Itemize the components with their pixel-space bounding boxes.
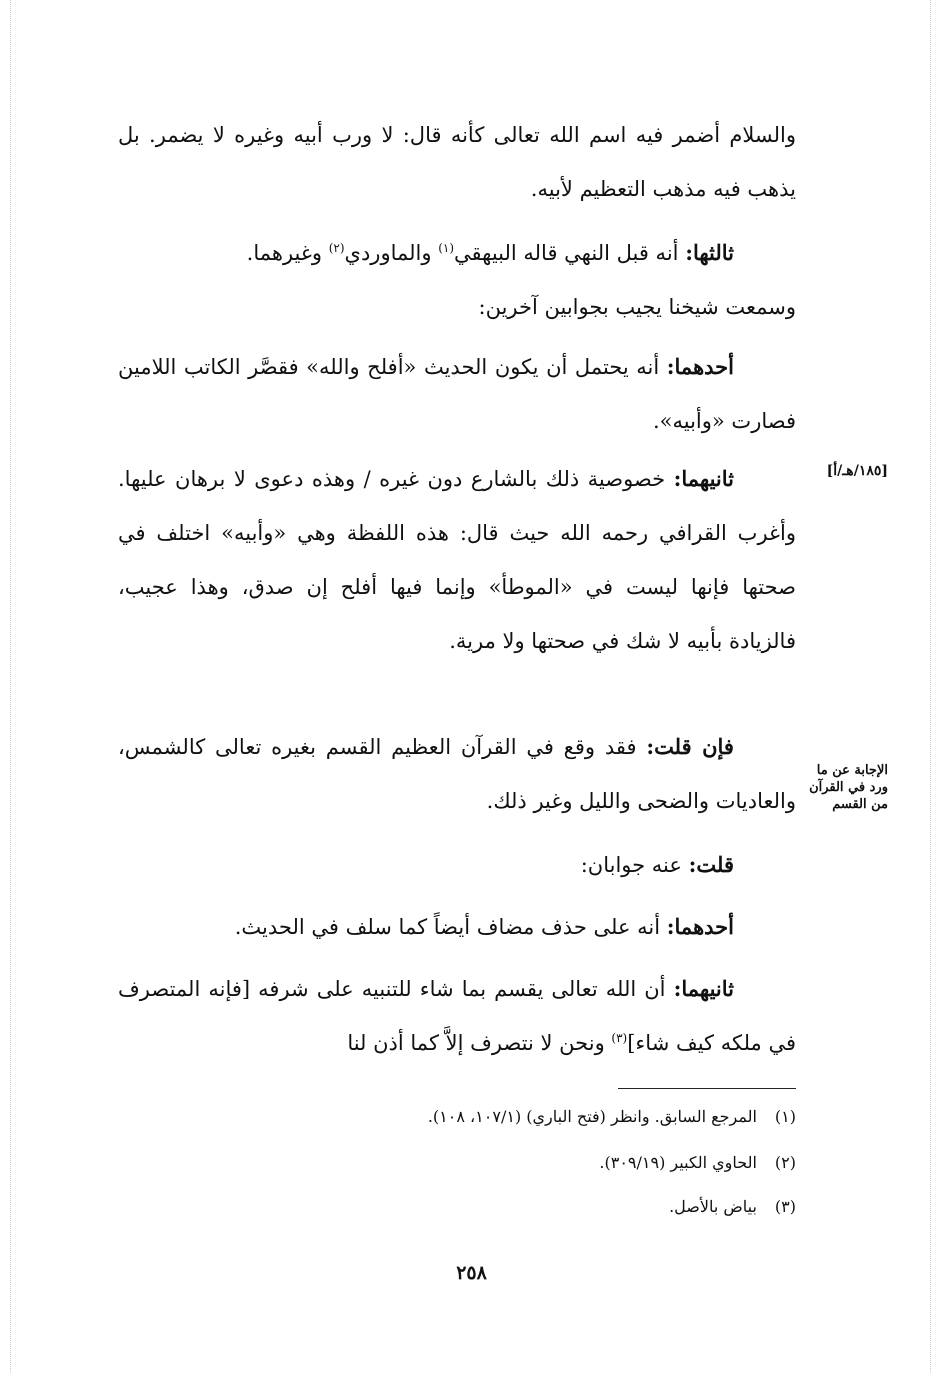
paragraph-text: وسمعت شيخنا يجيب بجوابين آخرين: <box>478 295 796 319</box>
paragraph-text: خصوصية ذلك بالشارع دون غيره / وهذه دعوى لا برهان عليها. وأغرب القرافي رحمه الله حيث قال: هذه اللفظة وهي «وأبيه» اختلف في صحتها فإنها ليست في «الموطأ» وإنما فيها أفلح إن صدق، وهذا عجيب، فالزيادة بأبيه لا شك في صحتها ولا مرية. <box>118 467 796 653</box>
paragraph-text: والماوردي <box>344 241 432 265</box>
paragraph-lead: أحدهما: <box>666 914 734 939</box>
paragraph-text: فقد وقع في القرآن العظيم القسم بغيره تعالى كالشمس، والعاديات والضحى والليل وغير ذلك. <box>118 735 796 813</box>
footnote-ref[interactable]: (٢) <box>328 241 345 255</box>
footnote-separator <box>618 1088 796 1089</box>
topic-note-line: ورد في القرآن <box>809 780 888 795</box>
footnote-2 <box>200 1150 796 1176</box>
footnote-text: المرجع السابق. وانظر (فتح الباري) (١٠٧/١، ١٠٨). <box>427 1107 757 1126</box>
topic-note-line: الإجابة عن ما <box>816 763 888 778</box>
paragraph-text: والسلام أضمر فيه اسم الله تعالى كأنه قال: لا ورب أبيه وغيره لا يضمر. بل يذهب فيه مذهب التعظيم لأبيه. <box>118 123 796 201</box>
footnote-number: (١) <box>774 1107 796 1126</box>
footnote-number: (٢) <box>774 1153 796 1172</box>
footnote-ref[interactable]: (٣) <box>611 1031 628 1045</box>
paragraph-lead: ثانيهما: <box>673 466 734 491</box>
paragraph-lead: ثالثها: <box>685 240 734 265</box>
footnote-number: (٣) <box>774 1197 796 1216</box>
paragraph-8 <box>118 900 796 954</box>
paragraph-text: أنه يحتمل أن يكون الحديث «أفلح والله» فقصَّر الكاتب اللامين فصارت «وأبيه». <box>118 355 796 433</box>
paragraph-lead: قلت: <box>688 852 734 877</box>
footnote-ref[interactable]: (١) <box>438 241 455 255</box>
paragraph-2 <box>118 226 796 280</box>
topic-note <box>802 762 888 813</box>
paragraph-9 <box>118 962 796 1070</box>
paragraph-text: عنه جوابان: <box>580 853 682 877</box>
paragraph-text: أنه قبل النهي قاله البيهقي <box>454 241 679 265</box>
paragraph-text: ونحن لا نتصرف إلاَّ كما أذن لنا <box>347 1031 605 1055</box>
page-edge-left <box>10 0 11 1373</box>
paragraph-1 <box>118 108 796 216</box>
paragraph-text: أنه على حذف مضاف أيضاً كما سلف في الحديث. <box>234 915 661 939</box>
page-edge-right <box>930 0 931 1373</box>
paragraph-text: أن الله تعالى يقسم بما شاء للتنبيه على شرفه [فإنه المتصرف في ملكه كيف شاء] <box>118 977 796 1055</box>
footnote-3 <box>200 1194 796 1220</box>
folio-note: [١٨٥/هـ/أ] <box>826 463 888 479</box>
footnote-1 <box>200 1104 796 1130</box>
paragraph-6 <box>118 720 796 828</box>
footnote-text: بياض بالأصل. <box>669 1197 757 1216</box>
paragraph-text: وغيرهما. <box>246 241 322 265</box>
footnote-text: الحاوي الكبير (٣٠٩/١٩). <box>599 1153 757 1172</box>
paragraph-3 <box>118 280 796 334</box>
paragraph-lead: أحدهما: <box>666 354 734 379</box>
paragraph-5 <box>118 452 796 668</box>
topic-note-line: من القسم <box>832 797 888 812</box>
paragraph-7 <box>118 838 796 892</box>
paragraph-lead: ثانيهما: <box>673 976 734 1001</box>
page-number: ٢٥٨ <box>456 1262 487 1284</box>
paragraph-lead: فإن قلت: <box>646 734 734 759</box>
paragraph-4 <box>118 340 796 448</box>
